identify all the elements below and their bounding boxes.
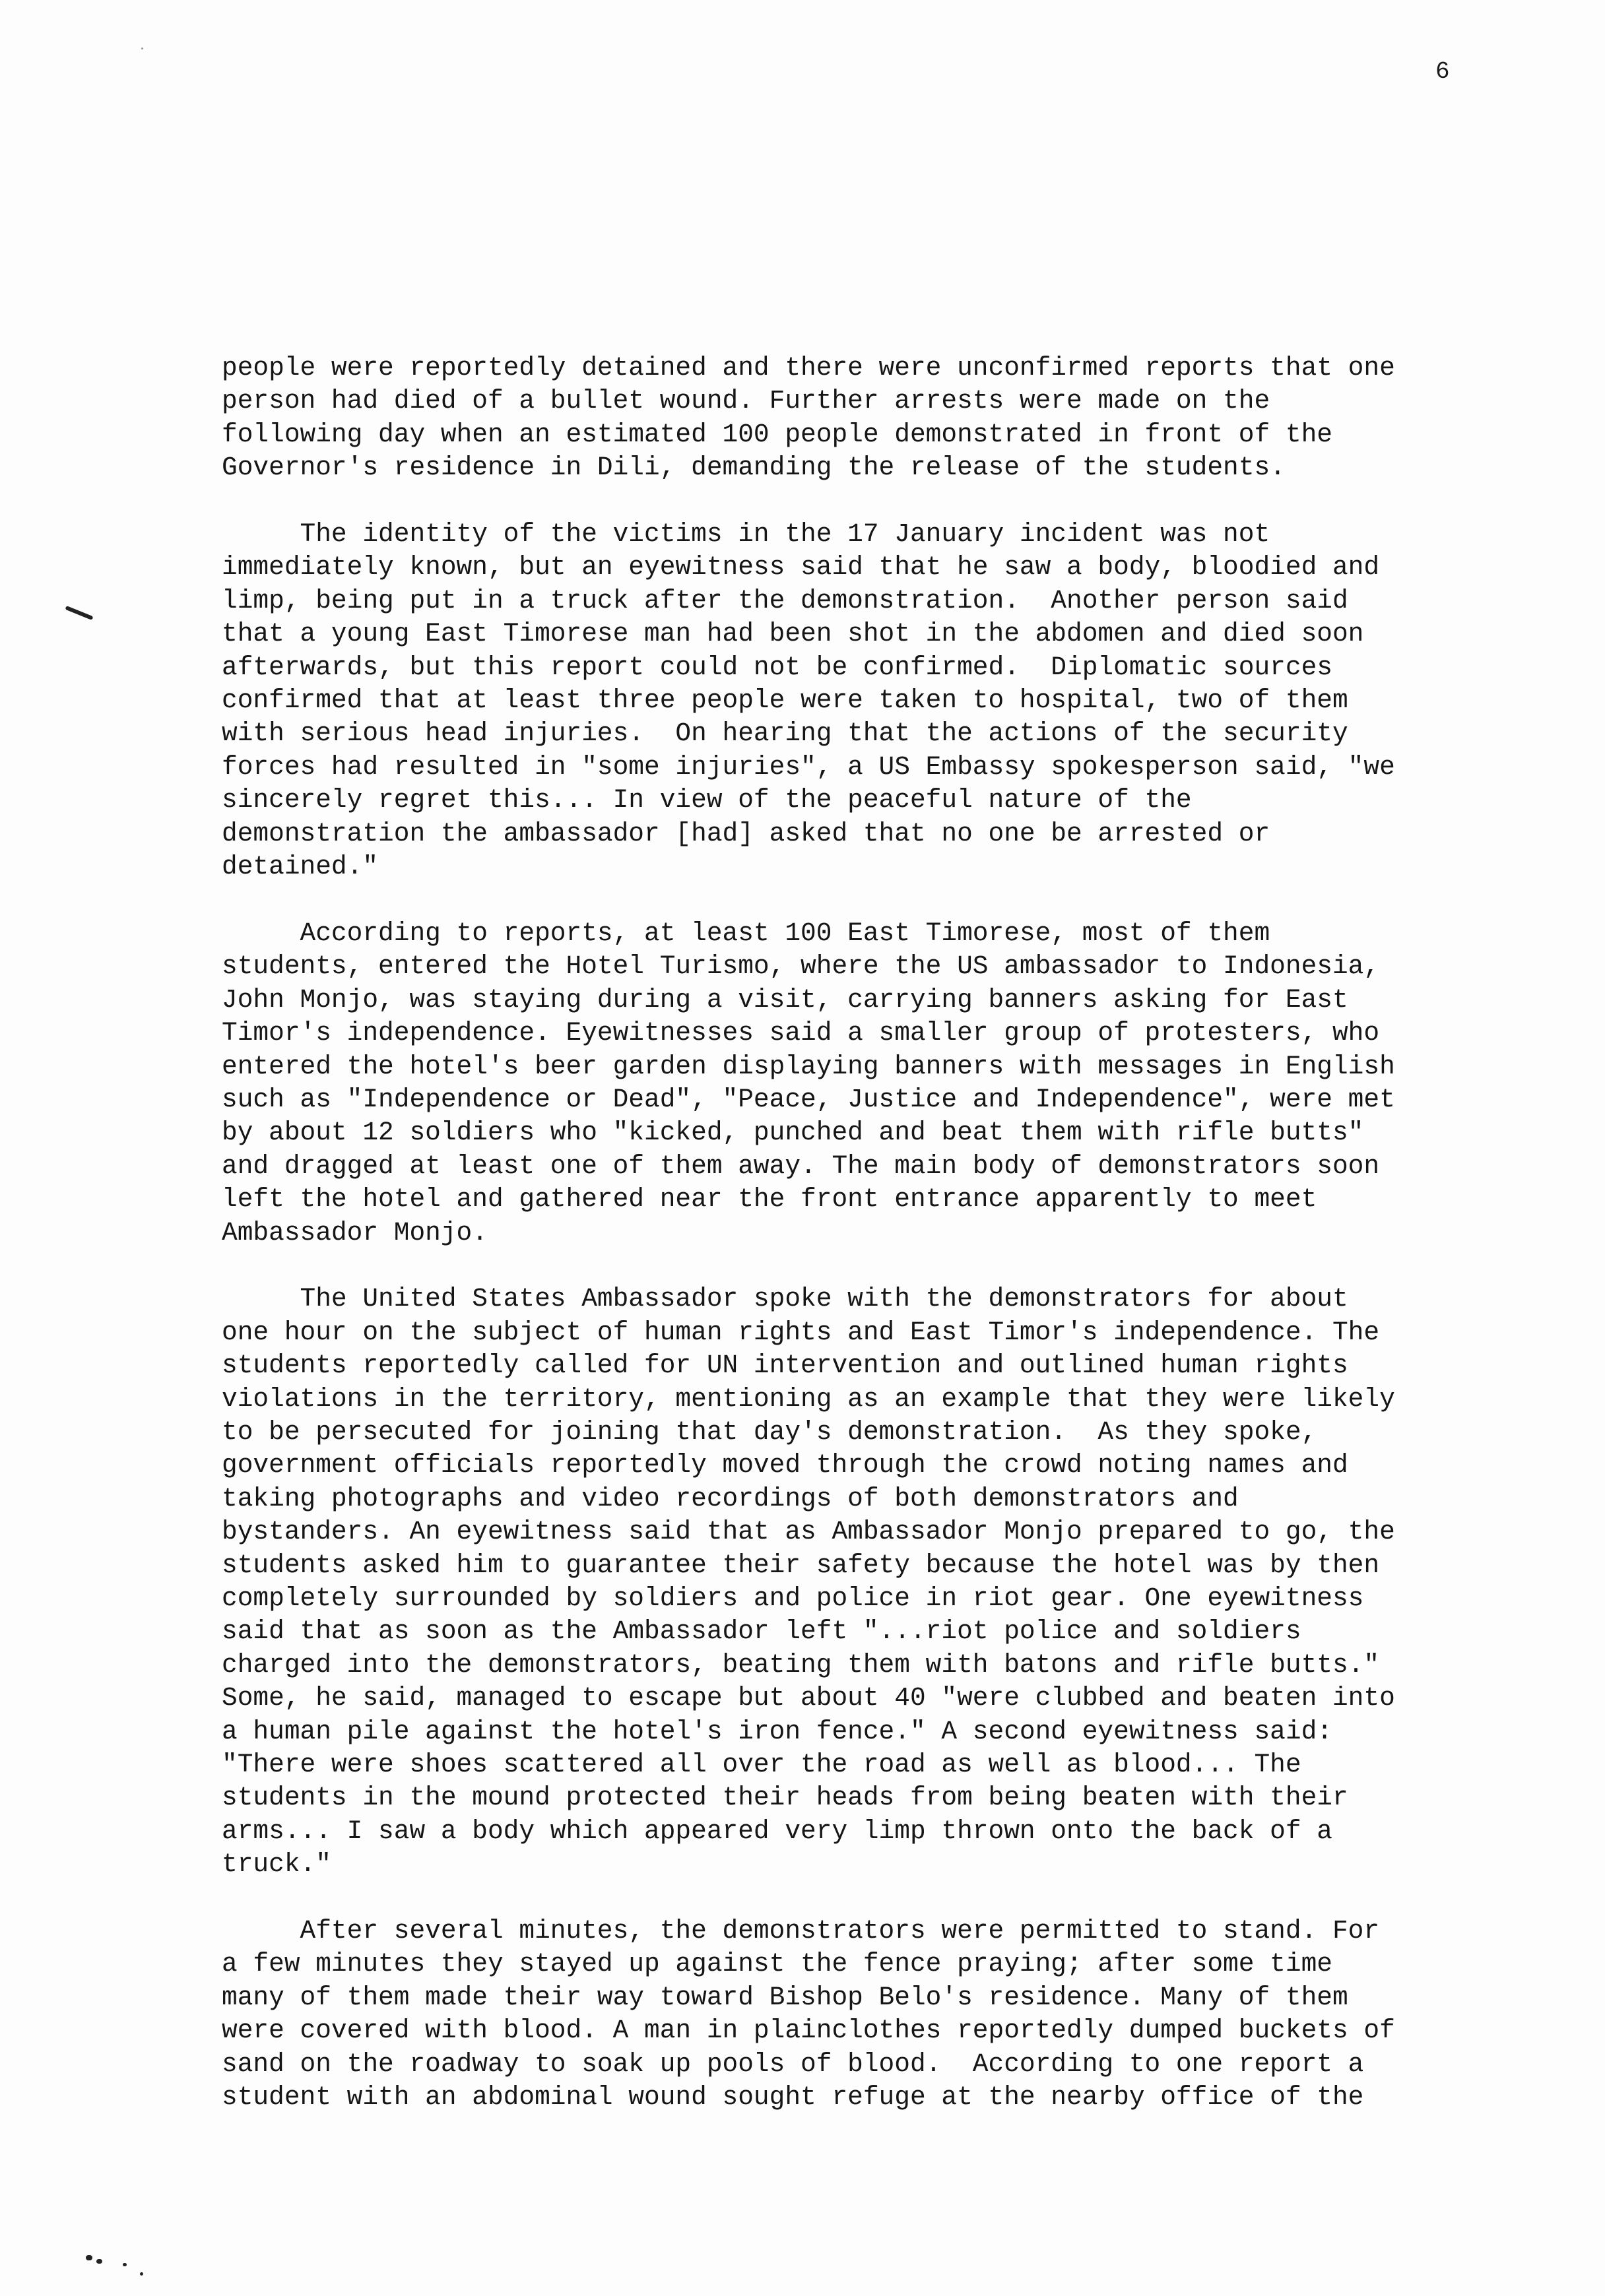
scan-speck xyxy=(86,2255,92,2260)
scan-speck xyxy=(141,48,143,49)
text-line: afterwards, but this report could not be confirmed. Diplomatic sources xyxy=(222,652,1332,682)
text-line: Timor's independence. Eyewitnesses said a smaller group of protesters, who xyxy=(222,1018,1380,1048)
text-line: truck." xyxy=(222,1849,331,1880)
text-line: people were reportedly detained and there were unconfirmed reports that one xyxy=(222,353,1395,383)
text-line: Governor's residence in Dili, demanding the release of the students. xyxy=(222,453,1286,483)
text-line: students reportedly called for UN intervention and outlined human rights xyxy=(222,1351,1348,1381)
text-line: bystanders. An eyewitness said that as Ambassador Monjo prepared to go, the xyxy=(222,1517,1395,1547)
text-line: students in the mound protected their heads from being beaten with their xyxy=(222,1783,1348,1813)
text-line: completely surrounded by soldiers and police in riot gear. One eyewitness xyxy=(222,1583,1364,1613)
text-line: arms... I saw a body which appeared very limp thrown onto the back of a xyxy=(222,1816,1332,1846)
paragraph xyxy=(222,1283,1476,1881)
text-line: student with an abdominal wound sought refuge at the nearby office of the xyxy=(222,2082,1364,2113)
text-line: by about 12 soldiers who "kicked, punched and beat them with rifle butts" xyxy=(222,1118,1364,1148)
text-line: a human pile against the hotel's iron fence." A second eyewitness said: xyxy=(222,1716,1332,1746)
text-line: left the hotel and gathered near the front entrance apparently to meet xyxy=(222,1184,1317,1215)
document-body xyxy=(222,352,1476,2148)
text-line: entered the hotel's beer garden displaying banners with messages in English xyxy=(222,1051,1395,1081)
text-line: The United States Ambassador spoke with the demonstrators for about xyxy=(222,1284,1348,1314)
text-line: said that as soon as the Ambassador left "...riot police and soldiers xyxy=(222,1616,1301,1647)
text-line: students asked him to guarantee their safety because the hotel was by then xyxy=(222,1550,1380,1580)
text-line: one hour on the subject of human rights and East Timor's independence. The xyxy=(222,1317,1380,1347)
paragraph xyxy=(222,917,1476,1250)
text-line: charged into the demonstrators, beating them with batons and rifle butts." xyxy=(222,1649,1380,1680)
text-line: After several minutes, the demonstrators were permitted to stand. For xyxy=(222,1916,1380,1946)
text-line: government officials reportedly moved through the crowd noting names and xyxy=(222,1450,1348,1481)
text-line: a few minutes they stayed up against the fence praying; after some time xyxy=(222,1949,1332,1979)
text-line: violations in the territory, mentioning as an example that they were likely xyxy=(222,1384,1395,1414)
text-line: Ambassador Monjo. xyxy=(222,1217,488,1248)
text-line: that a young East Timorese man had been shot in the abdomen and died soon xyxy=(222,619,1364,649)
margin-pen-mark xyxy=(65,606,93,620)
text-line: Some, he said, managed to escape but about 40 "were clubbed and beaten into xyxy=(222,1683,1395,1713)
text-line: such as "Independence or Dead", "Peace, Justice and Independence", were met xyxy=(222,1084,1395,1114)
text-line: students, entered the Hotel Turismo, where the US ambassador to Indonesia, xyxy=(222,951,1380,982)
text-line: The identity of the victims in the 17 January incident was not xyxy=(222,519,1270,550)
text-line: person had died of a bullet wound. Further arrests were made on the xyxy=(222,386,1270,416)
text-line: immediately known, but an eyewitness said that he saw a body, bloodied and xyxy=(222,552,1380,583)
text-line: taking photographs and video recordings of both demonstrators and xyxy=(222,1483,1239,1514)
scan-speck xyxy=(123,2263,127,2266)
text-line: and dragged at least one of them away. The main body of demonstrators soon xyxy=(222,1151,1380,1181)
paragraph xyxy=(222,1915,1476,2114)
text-line: demonstration the ambassador [had] asked that no one be arrested or xyxy=(222,818,1270,848)
text-line: many of them made their way toward Bishop Belo's residence. Many of them xyxy=(222,1982,1348,2012)
text-line: following day when an estimated 100 people demonstrated in front of the xyxy=(222,419,1332,449)
text-line: limp, being put in a truck after the demonstration. Another person said xyxy=(222,585,1348,616)
scan-speck xyxy=(140,2272,143,2276)
text-line: confirmed that at least three people were taken to hospital, two of them xyxy=(222,686,1348,716)
text-line: forces had resulted in "some injuries", a US Embassy spokesperson said, "we xyxy=(222,751,1395,782)
paragraph xyxy=(222,352,1476,485)
text-line: According to reports, at least 100 East Timorese, most of them xyxy=(222,918,1270,948)
text-line: were covered with blood. A man in plainclothes reportedly dumped buckets of xyxy=(222,2016,1395,2046)
text-line: sincerely regret this... In view of the peaceful nature of the xyxy=(222,785,1192,815)
text-line: sand on the roadway to soak up pools of blood. According to one report a xyxy=(222,2049,1364,2079)
page-number: 6 xyxy=(1435,58,1450,85)
paragraph xyxy=(222,518,1476,883)
text-line: "There were shoes scattered all over the road as well as blood... The xyxy=(222,1750,1301,1780)
text-line: to be persecuted for joining that day's demonstration. As they spoke, xyxy=(222,1417,1317,1447)
text-line: John Monjo, was staying during a visit, carrying banners asking for East xyxy=(222,984,1348,1015)
text-line: with serious head injuries. On hearing that the actions of the security xyxy=(222,718,1348,749)
text-line: detained." xyxy=(222,852,379,882)
scan-speck xyxy=(96,2259,102,2264)
